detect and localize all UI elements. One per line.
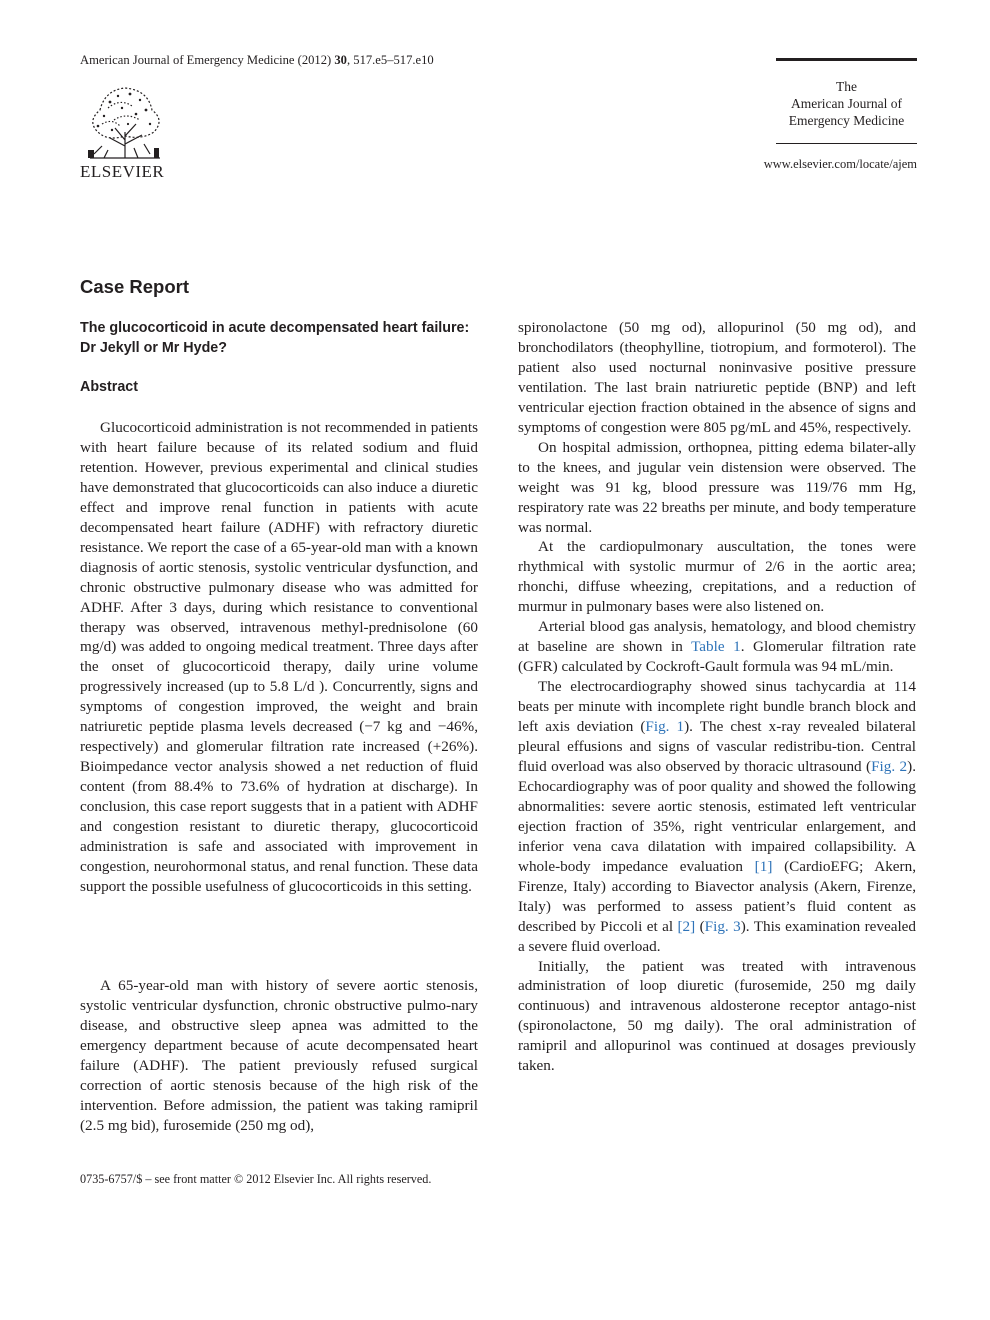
article-title-line1: The glucocorticoid in acute decompensated heart failure:	[80, 320, 470, 336]
body-paragraph-6: The electrocardiography showed sinus tachycardia at 114 beats per minute with incomplete right bundle branch block and left axis deviation (Fig. 1). The chest x-ray revealed bilateral pleural effusions and signs of vascular redistribu-tion. Central fluid overload was also observed by thoracic ultrasound (Fig. 2). Echocardiography was of poor quality and showed the following abnormalities: severe aortic stenosis, estimated left ventricular ejection fraction of 35%, right ventricular enlargement, and inferior vena cava dilatation with impaired collapsibility. A whole-body impedance evaluation [1] (CardioEFG; Akern, Firenze, Italy) according to Biavector analysis (Akern, Firenze, Italy) was performed to assess patient’s fluid content as described by Piccoli et al [2] (Fig. 3). This examination revealed a severe fluid overload.	[518, 678, 917, 955]
abstract-heading: Abstract	[80, 379, 138, 395]
journal-citation	[80, 53, 434, 68]
ref-fig-2[interactable]: Fig. 2	[871, 757, 908, 775]
abstract-body	[80, 418, 478, 897]
ref-citation-1[interactable]: [1]	[754, 857, 773, 875]
masthead-rule-bottom	[776, 143, 917, 144]
section-label: Case Report	[80, 276, 189, 297]
journal-name-line2: American Journal of	[791, 96, 902, 111]
body-paragraph-1: A 65-year-old man with history of severe aortic stenosis, systolic ventricular dysfunction, chronic obstructive pulmo-nary disease, and obstructive sleep apnea was admitted to the emergency department because of acute decompensated heart failure (ADHF). The patient previously refused surgical correction of aortic stenosis because of the high risk of the intervention. Before admission, the patient was taking ramipril (2.5 mg bid), furosemide (250 mg od),	[80, 977, 478, 1134]
body-paragraph-5: Arterial blood gas analysis, hematology, and blood chemistry at baseline are shown in Table 1. Glomerular filtration rate (GFR) calculated by Cockroft-Gault formula was 94 mL/min.	[518, 618, 917, 676]
article-title	[80, 318, 500, 358]
body-left-column	[80, 976, 478, 1136]
body-paragraph-4: At the cardiopulmonary auscultation, the tones were rhythmical with systolic murmur of 2/6 in the aortic area; rhonchi, diffuse wheezing, crepitations, and a reduction of murmur in pulmonary bases were also listened on.	[518, 538, 916, 616]
ref-table-1[interactable]: Table 1	[691, 638, 741, 656]
citation-journal: American Journal of Emergency Medicine (2012)	[80, 53, 332, 67]
body-right-column	[518, 318, 916, 1076]
body-paragraph-2: spironolactone (50 mg od), allopurinol (50 mg od), and bronchodilators (theophylline, tiotropium, and formoterol). The patient also used nocturnal noninvasive positive pressure ventilation. The last brain natriuretic peptide (BNP) and left ventricular ejection fraction obtained in the absence of signs and symptoms of congestion were 805 pg/mL and 45%, respectively.	[518, 319, 916, 436]
journal-name-line1: The	[836, 79, 857, 94]
elsevier-wordmark: ELSEVIER	[80, 162, 165, 181]
ref-citation-2[interactable]: [2]	[677, 917, 696, 935]
copyright-footer: 0735-6757/$ – see front matter © 2012 Elsevier Inc. All rights reserved.	[80, 1172, 432, 1186]
body-paragraph-3: On hospital admission, orthopnea, pitting edema bilater-ally to the knees, and jugular vein distension were observed. The weight was 91 kg, blood pressure was 119/76 mm Hg, respiratory rate was 22 breaths per minute, and body temperature was normal.	[518, 438, 916, 536]
body-paragraph-7: Initially, the patient was treated with intravenous administration of loop diuretic (furosemide, 250 mg daily continuous) and intravenous aldosterone receptor antago-nist (spironolactone, 50 mg daily). The oral administration of ramipril and allopurinol was continued at dosages previously taken.	[518, 957, 916, 1075]
journal-url[interactable]: www.elsevier.com/locate/ajem	[763, 157, 917, 171]
masthead-rule-top	[776, 58, 917, 61]
journal-masthead	[776, 78, 917, 129]
ref-fig-3[interactable]: Fig. 3	[704, 917, 741, 935]
abstract-paragraph: Glucocorticoid administration is not recommended in patients with heart failure because of its related sodium and fluid retention. However, previous experimental and clinical studies have demonstrated that glucocorticoids can also induce a diuretic effect and improve renal function in patients with acute decompensated heart failure (ADHF) with refractory diuretic resistance. We report the case of a 65-year-old man with a known diagnosis of aortic stenosis, systolic ventricular dysfunction, and chronic obstructive pulmonary disease who was admitted for ADHF. After 3 days, during which resistance to conventional therapy was observed, intravenous methyl-prednisolone (60 mg/d) was added to ongoing medical treatment. Three days after the onset of glucocorticoid therapy, daily urine volume progressively increased (up to 5.8 L/d ). Concurrently, signs and symptoms of congestion improved, the weight and brain natriuretic peptide plasma levels decreased (−7 kg and −46%, respectively) and glomerular filtration rate increased (+26%). Bioimpedance vector analysis showed a net reduction of fluid content (from 88.4% to 73.6% of hydration at discharge). In conclusion, this case report suggests that in a patient with ADHF and congestion resistant to diuretic therapy, glucocorticoid administration is safe and associated with improvement in congestion, neurohormonal status, and renal function. These data support the possible usefulness of glucocorticoids in this setting.	[80, 419, 478, 895]
article-title-line2: Dr Jekyll or Mr Hyde?	[80, 340, 227, 356]
ref-fig-1[interactable]: Fig. 1	[645, 718, 685, 736]
citation-volume: 30	[334, 53, 347, 67]
journal-name-line3: Emergency Medicine	[788, 113, 905, 128]
citation-pages: , 517.e5–517.e10	[346, 53, 434, 67]
